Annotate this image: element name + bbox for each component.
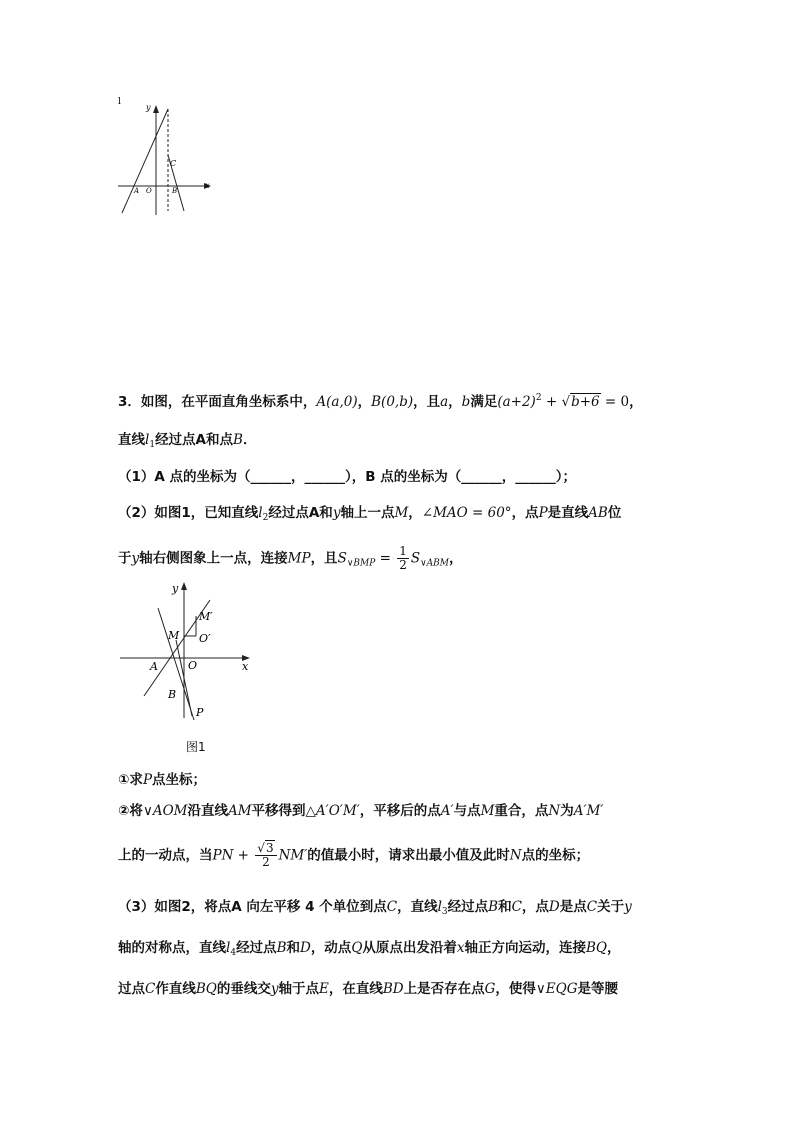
problem-number: 3 — [118, 394, 128, 410]
top-y-arrow — [153, 105, 159, 113]
fig1-label-Oprime: O′ — [199, 632, 211, 645]
top-label-B: B — [172, 187, 178, 195]
part-2-line-1: （2）如图1，已知直线$l_2$经过点A和y轴上一点M，∠MAO = 60°，点P是直线AB位 — [118, 505, 622, 523]
part-3-line-1: （3）如图2，将点A 向左平移 4 个单位到点C，直线$l_3$经过点B和C，点D是点C关于y — [118, 899, 632, 917]
top-figure — [112, 95, 222, 220]
fig1-y-arrow — [181, 582, 187, 590]
fraction-sqrt3-over-2: $\frac{√3}{2}$ — [255, 842, 276, 869]
problem-line-1: 3．如图，在平面直角坐标系中，A(a,0)，B(0,b)，且a，b满足$(a+2)^2 + √b+6 = 0$， — [118, 393, 643, 410]
fig1-label-O: O — [188, 659, 198, 672]
sub-question-2-line-2: 上的一动点，当PN + $\frac{√3}{2}$ NM′的值最小时，请求出最小值及此时N点的坐标； — [118, 841, 590, 869]
top-label-C: C — [170, 159, 177, 168]
fig1-label-B: B — [168, 688, 177, 701]
fig1-label-A: A — [150, 660, 158, 673]
fig1-label-Mprime: M′ — [199, 610, 213, 623]
top-label-A: A — [134, 187, 140, 195]
problem-line-2: 直线$l_1$经过点A和点B． — [118, 432, 257, 450]
part-2-line-2: 于y轴右侧图象上一点，连接MP，且$S_{\vee BMP}$ = $\frac{1}{2}$ $S_{\vee ABM}$， — [118, 544, 463, 572]
sub-question-1: ①求P点坐标； — [118, 772, 207, 788]
sub-question-2-line-1: ②将∨AOM沿直线AM平移得到△A′O′M′，平移后的点A′与点M重合，点N为A′M′ — [118, 803, 604, 819]
top-label-O: O — [146, 187, 152, 195]
fraction-half: $\frac{1}{2}$ — [399, 544, 407, 572]
figure-1 — [118, 578, 258, 728]
fig1-label-y: y — [172, 582, 179, 595]
fig1-label-M: M — [168, 629, 180, 642]
top-label-y: y — [146, 103, 151, 112]
figure-1-caption: 图1 — [186, 740, 206, 754]
part-1: （1）A 点的坐标为（______，______），B 点的坐标为（______，______）； — [118, 469, 577, 485]
fig1-label-x: x — [242, 660, 249, 673]
fig1-label-P: P — [196, 706, 204, 719]
top-figure-mark: l — [118, 97, 121, 107]
part-3-line-3: 过点C作直线BQ的垂线交y轴于点E，在直线BD上是否存在点G，使得∨EQG是等腰 — [118, 981, 618, 997]
top-label-x: x — [205, 181, 210, 190]
top-line-left — [122, 109, 168, 213]
part-3-line-2: 轴的对称点，直线$l_4$经过点B和D，动点Q从原点出发沿着x轴正方向运动，连接BQ， — [118, 940, 621, 958]
